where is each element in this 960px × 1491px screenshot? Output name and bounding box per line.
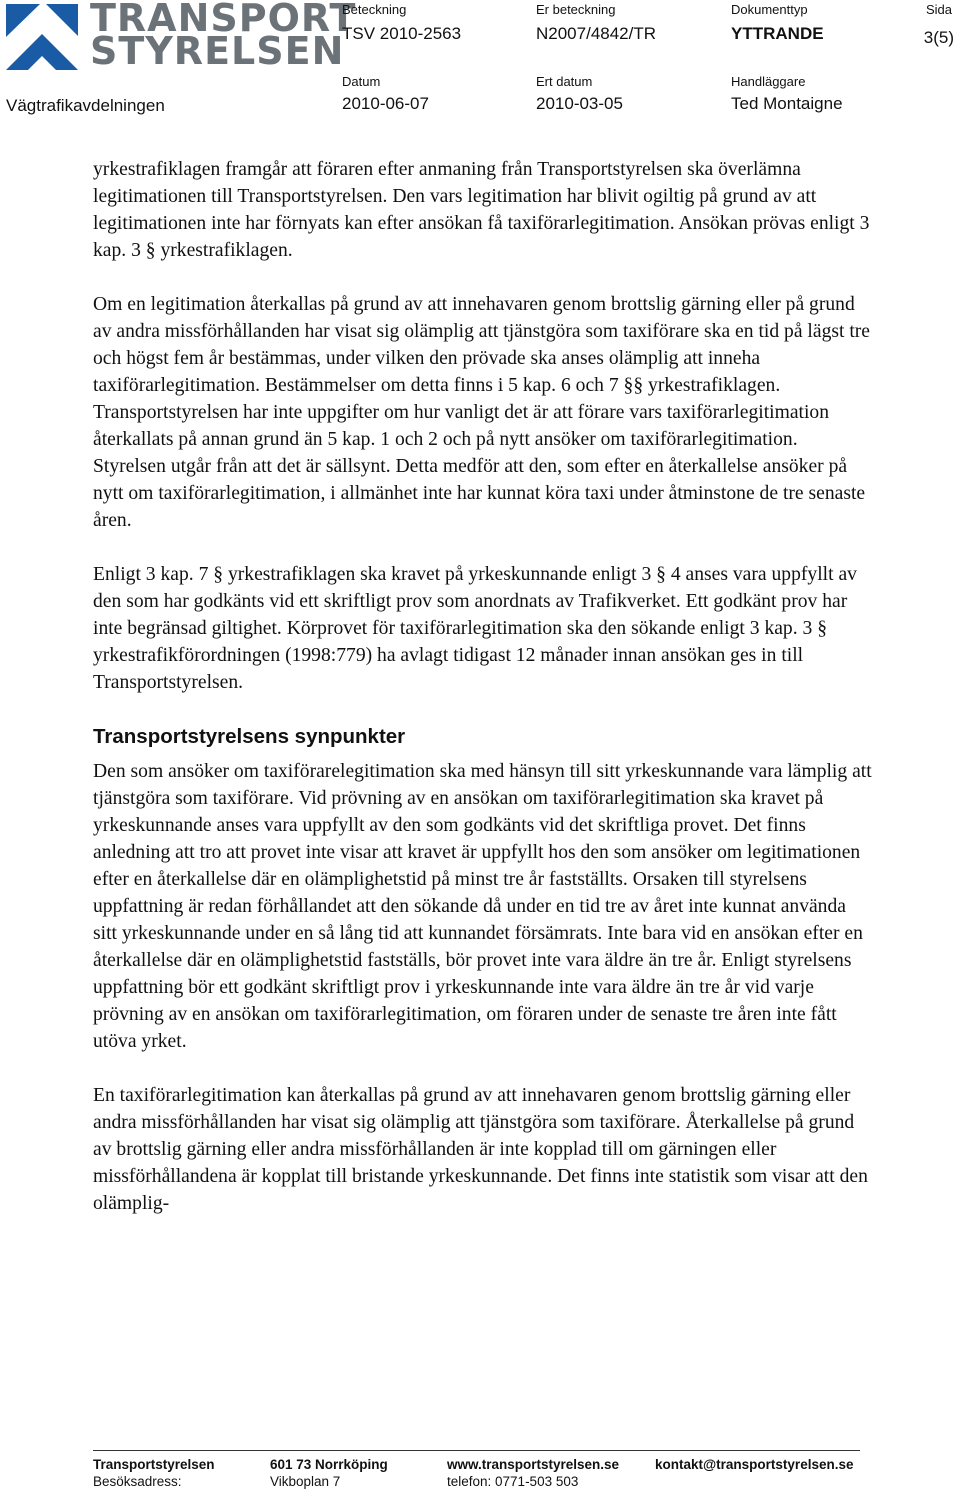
paragraph-4: Den som ansöker om taxiförarelegitimation ska med hänsyn till sitt yrkeskunnande vara lämplig att tjänstgöra som taxiförare. Vid prövning av en ansökan om taxiförarlegitimation ska kravet på yrkeskunnande anses vara uppfyllt av den som godkänts vid det skriftliga provet. Det finns anledning att tro att provet inte visar att kravet är uppfyllt hos den som ansöker om legitimationen efter en återkallelse där en olämplighetstid på minst tre år fastställts. Orsaken till styrelsens uppfattning är redan förhållandet att den sökande då under en tid tre av året inte kunnat använda sitt yrkeskunnande under en så lång tid att kunnandet försämrats. Inte bara vid en ansökan efter en återkallelse där en olämplighetstid fastställs, bör provet inte vara äldre än tre år. Enligt styrelsens uppfattning bör ett godkänt skriftligt prov i yrkeskunnande inte vara äldre än tre år vid varje prövning av en ansökan om taxiförarlegitimation, om föraren under de senaste tre åren inte fått utöva yrket. bbox=[93, 761, 872, 1052]
handlaggare-field bbox=[731, 74, 843, 114]
footer-address bbox=[270, 1456, 388, 1490]
footer-email-link[interactable]: kontakt@transportstyrelsen.se bbox=[655, 1457, 854, 1472]
department-name: Vägtrafikavdelningen bbox=[6, 96, 165, 115]
footer-street: Vikboplan 7 bbox=[270, 1474, 341, 1489]
logo-line-2: STYRELSEN bbox=[90, 29, 345, 73]
beteckning-label: Beteckning bbox=[342, 2, 407, 17]
dokumenttyp-value: YTTRANDE bbox=[731, 24, 824, 43]
transportstyrelsen-logo bbox=[6, 0, 357, 74]
ert-datum-label: Ert datum bbox=[536, 74, 593, 89]
datum-field bbox=[342, 74, 429, 114]
dokumenttyp-field bbox=[731, 2, 824, 44]
handlaggare-label: Handläggare bbox=[731, 74, 806, 89]
paragraph-3: Enligt 3 kap. 7 § yrkestrafiklagen ska kravet på yrkeskunnande enligt 3 § 4 anses vara uppfyllt av den som har godkänts vid ett skriftligt prov som anordnats av Trafikverket. Ett godkänt prov har inte begränsad giltighet. Körprovet för taxiförarlegitimation ska den sökande enligt 3 kap. 3 § yrkestrafikförordningen (1998:779) ha avlagt tidigast 12 månader innan ansökan ges in till Transportstyrelsen. bbox=[93, 564, 857, 693]
footer-org-name: Transportstyrelsen bbox=[93, 1457, 215, 1472]
er-beteckning-value: N2007/4842/TR bbox=[536, 24, 657, 43]
footer-visit-label: Besöksadress: bbox=[93, 1474, 182, 1489]
dokumenttyp-label: Dokumenttyp bbox=[731, 2, 808, 17]
page-number: 3(5) bbox=[923, 28, 954, 47]
footer-divider bbox=[93, 1450, 860, 1451]
footer-phone: telefon: 0771-503 503 bbox=[447, 1474, 579, 1489]
footer-contact bbox=[447, 1456, 619, 1490]
paragraph-2: Om en legitimation återkallas på grund av att innehavaren genom brottslig gärning eller på grund av andra missförhållanden har visat sig olämplig att tjänstgöra som taxiförare ska en tid på lägst tre och högst fem år bestämmas, under vilken den prövade ska anses olämplig att inneha taxiförarlegitimation. Bestämmelser om detta finns i 5 kap. 6 och 7 §§ yrkestrafiklagen. Transportstyrelsen har inte uppgifter om hur vanligt det är att förare vars taxiförarlegitimation återkallats på annan grund än 5 kap. 1 och 2 och på nytt ansöker om taxiförarlegitimation. Styrelsen utgår från att det är sällsynt. Detta medför att den, som efter en återkallelse ansöker på nytt om taxiförarlegitimation, i allmänhet inte har kunnat köra taxi under åtminstone de tre senaste åren. bbox=[93, 294, 870, 531]
document-body bbox=[93, 156, 873, 1244]
er-beteckning-field bbox=[536, 2, 656, 44]
footer-postal: 601 73 Norrköping bbox=[270, 1457, 388, 1472]
section-heading: Transportstyrelsens synpunkter bbox=[93, 725, 406, 748]
datum-value: 2010-06-07 bbox=[342, 94, 429, 113]
handlaggare-value: Ted Montaigne bbox=[731, 94, 843, 113]
beteckning-field bbox=[342, 2, 461, 44]
paragraph-1: yrkestrafiklagen framgår att föraren efter anmaning från Transportstyrelsen ska överlämna legitimationen till Transportstyrelsen. Den vars legitimation har blivit ogiltig på grund av att legitimationen inte har förnyats kan efter ansökan få taxiförarlegitimation. Ansökan prövas enligt 3 kap. 3 § yrkestrafiklagen. bbox=[93, 159, 870, 261]
logo-line-1: TRANSPORT bbox=[90, 0, 357, 40]
beteckning-value: TSV 2010-2563 bbox=[342, 24, 462, 43]
er-beteckning-label: Er beteckning bbox=[536, 2, 616, 17]
footer-email-block bbox=[655, 1456, 853, 1473]
ert-datum-field bbox=[536, 74, 623, 114]
datum-label: Datum bbox=[342, 74, 381, 89]
logo-mark-icon bbox=[6, 4, 78, 70]
footer-web-link[interactable]: www.transportstyrelsen.se bbox=[447, 1457, 620, 1472]
logo-wordmark bbox=[90, 0, 357, 73]
sida-label: Sida bbox=[925, 2, 952, 17]
footer-org bbox=[93, 1456, 215, 1490]
ert-datum-value: 2010-03-05 bbox=[536, 94, 623, 113]
paragraph-5: En taxiförarlegitimation kan återkallas på grund av att innehavaren genom brottslig gärning eller andra missförhållanden har visat sig olämplig att tjänstgöra som taxiförare. Återkallelse på grund av brottslig gärning eller andra missförhållanden är inte kopplad till om gärningen eller missförhållandena är kopplat till bristande yrkeskunnande. Det finns inte statistik som visar att den olämplig- bbox=[93, 1085, 868, 1214]
